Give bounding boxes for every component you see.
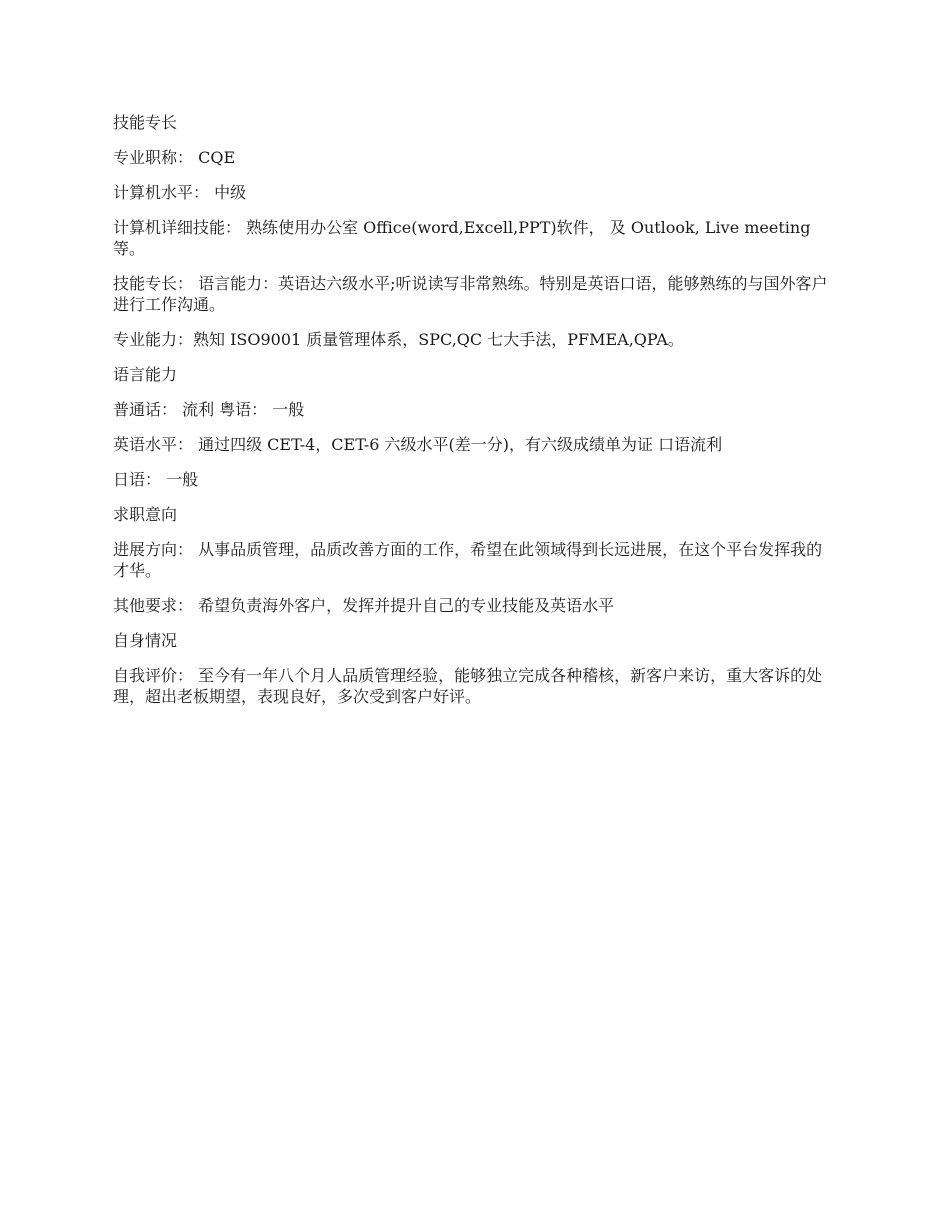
mandarin-cantonese-line: 普通话： 流利 粤语： 一般 — [113, 400, 305, 419]
career-direction-line: 进展方向： 从事品质管理，品质改善方面的工作，希望在此领域得到长远进展，在这个平台发挥我的才华。 — [113, 540, 823, 580]
section-heading-skills: 技能专长 — [113, 113, 178, 132]
english-level-line: 英语水平： 通过四级 CET-4，CET-6 六级水平(差一分)，有六级成绩单为证 口语流利 — [113, 435, 723, 454]
japanese-line: 日语： 一般 — [113, 470, 199, 489]
professional-ability-line: 专业能力：熟知 ISO9001 质量管理体系，SPC,QC 七大手法，PFMEA,QPA。 — [113, 330, 684, 349]
computer-skills-line: 计算机详细技能： 熟练使用办公室 Office(word,Excell,PPT)软件， 及 Outlook, Live meeting 等。 — [113, 218, 816, 258]
other-requirements-line: 其他要求： 希望负责海外客户，发挥并提升自己的专业技能及英语水平 — [113, 596, 615, 615]
computer-level-line: 计算机水平： 中级 — [113, 183, 247, 202]
section-heading-self: 自身情况 — [113, 631, 178, 650]
self-evaluation-line: 自我评价： 至今有一年八个月人品质管理经验，能够独立完成各种稽核，新客户来访，重大客诉的处理，超出老板期望，表现良好，多次受到客户好评。 — [113, 666, 823, 706]
skill-specialty-line: 技能专长： 语言能力：英语达六级水平;听说读写非常熟练。特别是英语口语，能够熟练的与国外客户进行工作沟通。 — [113, 274, 828, 314]
professional-title-line: 专业职称： CQE — [113, 148, 236, 167]
document-body — [113, 112, 838, 721]
section-heading-language: 语言能力 — [113, 365, 178, 384]
section-heading-job-intention: 求职意向 — [113, 505, 178, 524]
